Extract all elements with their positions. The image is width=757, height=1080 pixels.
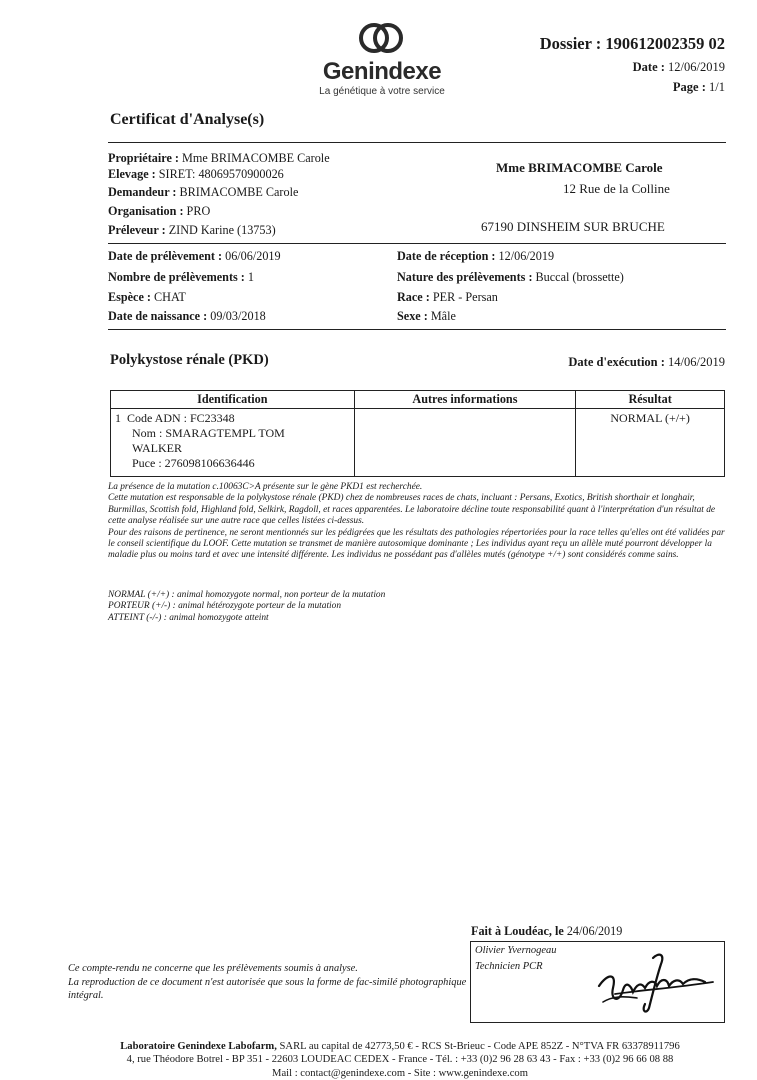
address-city: 67190 DINSHEIM SUR BRUCHE [481,219,665,234]
address-name: Mme BRIMACOMBE Carole [496,160,663,175]
analysis-title: Polykystose rénale (PKD) [110,352,269,368]
brand-tagline: La génétique à votre service [319,86,445,97]
disclaimer-line: Ce compte-rendu ne concerne que les prélèvements soumis à analyse. [68,963,358,974]
code-adn-line: 1 Code ADN : FC23348 [115,411,235,425]
fait-a-line: Fait à Loudéac, le 24/06/2019 [471,924,623,938]
dossier-value: 190612002359 02 [605,34,725,53]
sample-race: Race : PER - Persan [397,290,498,304]
owner-proprietaire: Propriétaire : Mme BRIMACOMBE Carole [108,151,330,165]
owner-elevage: Elevage : SIRET: 48069570900026 [108,167,284,181]
identification-cell [111,409,355,477]
footer [40,1040,757,1080]
sample-espece: Espèce : CHAT [108,290,186,304]
nom-line-1: Nom : SMARAGTEMPL TOM [132,426,285,440]
owner-divider [108,243,726,244]
sample-naissance: Date de naissance : 09/03/2018 [108,309,266,323]
double-ring-logo-icon [357,18,405,58]
note-paragraph: Cette mutation est responsable de la polykystose rénale (PKD) chez de nombreuses races de chats, incluant : Persans, Exotics, British shorthair et longhair, Burmillas, Scottish fold, Highland fold, Selkirk, Ragdoll, et races apparentées. Le laboratoire décline toute responsabilité quant à l'interprétation d'un résultat de cette analyse réalisée sur une autre race que celles listées ci-dessus. [108,493,716,527]
result-legend [108,590,728,624]
legend-normal: NORMAL (+/+) : animal homozygote normal, non porteur de la mutation [108,590,386,600]
puce-line: Puce : 276098106636446 [132,456,255,470]
legend-porteur: PORTEUR (+/-) : animal hétérozygote porteur de la mutation [108,601,342,612]
footer-line-1 [40,1040,757,1053]
dossier-label: Dossier : [539,34,602,53]
header-resultat: Résultat [576,391,725,409]
sample-nature: Nature des prélèvements : Buccal (brossette) [397,270,624,284]
address-street: 12 Rue de la Colline [563,181,670,196]
footer-line-3: Mail : contact@genindexe.com - Site : www.genindexe.com [272,1067,528,1079]
title-divider [108,142,726,143]
table-header-row [111,391,725,409]
sample-date-prelevement: Date de prélèvement : 06/06/2019 [108,249,281,263]
header-autres-informations: Autres informations [354,391,576,409]
footer-company-info: SARL au capital de 42773,50 € - RCS St-Brieuc - Code APE 852Z - N°TVA FR 63378911796 [279,1041,680,1052]
execution-date: Date d'exécution : 14/06/2019 [568,355,725,369]
owner-organisation: Organisation : PRO [108,204,211,218]
sample-sexe: Sexe : Mâle [397,309,456,323]
dossier-number [540,34,725,54]
note-paragraph: Pour des raisons de pertinence, ne seront mentionnés sur les pédigrées que les résultats des pathologies répertoriées pour la race telles qu'elles ont été validées par le conseil scientifique du LOOF. Cette mutation se transmet de manière autosomique dominante ; Les individus ayant reçu un allèle muté pourront développer la maladie plus ou moins tard et avec une intensité différente. Les individus ne possédant pas d'allèles mutés (génotype +/+) sont considérés comme sains. [108,527,725,561]
disclaimer [68,962,468,1003]
page-label: Page : [672,80,706,94]
owner-preleveur: Préleveur : ZIND Karine (13753) [108,223,276,237]
legend-atteint: ATTEINT (-/-) : animal homozygote atteint [108,612,269,623]
results-table [110,390,725,477]
resultat-cell: NORMAL (+/+) [576,409,725,477]
analysis-notes [108,482,728,562]
sample-divider [108,329,726,330]
signatory-role: Technicien PCR [475,961,543,972]
footer-line-2: 4, rue Théodore Botrel - BP 351 - 22603 LOUDEAC CEDEX - France - Tél. : +33 (0)2 96 28 63 43 - Fax : +33 (0)2 96 66 08 88 [126,1054,674,1066]
certificate-title: Certificat d'Analyse(s) [110,111,265,128]
signature-box [470,941,725,1023]
brand-name: Genindexe [322,58,442,85]
autres-informations-cell [354,409,576,477]
footer-lab-name: Laboratoire Genindexe Labofarm, [120,1041,277,1052]
disclaimer-line: La reproduction de ce document n'est autorisée que sous la forme de fac-similé photographique intégral. [68,976,467,1002]
handwritten-signature-icon [593,946,721,1018]
date-label: Date : [632,60,665,74]
note-paragraph: La présence de la mutation c.10063C>A présente sur le gène PKD1 est recherchée. [108,482,423,492]
table-row [111,409,725,477]
header-date [633,60,725,75]
nom-line-2: WALKER [132,441,182,455]
sample-nombre: Nombre de prélèvements : 1 [108,270,254,284]
signatory-name: Olivier Yvernogeau [475,945,557,956]
header-identification: Identification [111,391,355,409]
page-value: 1/1 [709,80,725,94]
owner-demandeur: Demandeur : BRIMACOMBE Carole [108,185,299,199]
header-page [673,80,725,95]
date-value: 12/06/2019 [668,60,725,74]
sample-reception: Date de réception : 12/06/2019 [397,249,555,263]
